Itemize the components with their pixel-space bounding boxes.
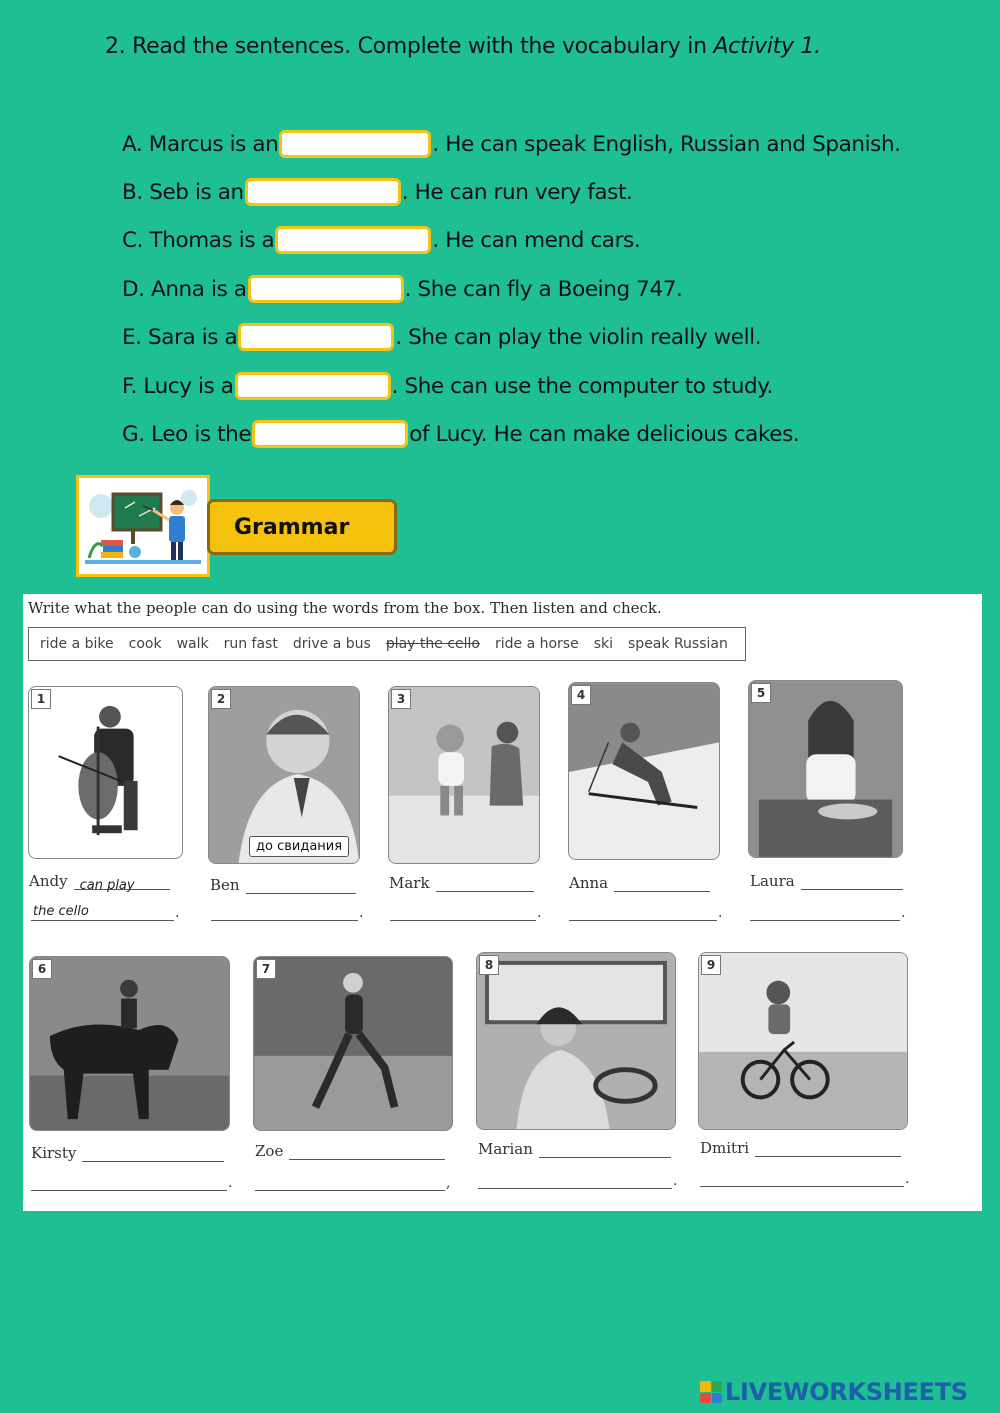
name-label: Zoe [255, 1142, 284, 1160]
photo-1-cellist [28, 686, 183, 859]
logo-icon [700, 1381, 722, 1403]
answer-text: can play [79, 878, 135, 893]
answer-line[interactable] [614, 877, 710, 892]
skier-icon [569, 683, 719, 859]
photo-4-skier [568, 682, 720, 860]
bus-driver-icon [477, 953, 675, 1129]
name-label: Dmitri [700, 1139, 750, 1157]
sentence-suffix: . He can run very fast. [401, 179, 633, 205]
sentence-prefix: A. Marcus is an [122, 131, 279, 157]
cello-player-icon [29, 687, 182, 858]
name-label: Ben [210, 876, 240, 894]
person-name-3 [389, 874, 534, 892]
sentence-suffix: . He can mend cars. [432, 227, 641, 253]
name-label: Kirsty [31, 1144, 77, 1162]
person-name-2 [210, 876, 356, 894]
word-item: ride a horse [494, 636, 579, 652]
answer-blank-d[interactable] [248, 275, 404, 303]
period: . [175, 905, 180, 921]
person-name-8 [478, 1140, 671, 1158]
photo-number: 3 [391, 689, 411, 709]
answer-blank-c[interactable] [275, 226, 431, 254]
teacher-illustration [76, 475, 210, 577]
grammar-button[interactable] [207, 499, 397, 555]
sentence-a [122, 127, 901, 161]
photo-5-cooking [748, 680, 903, 858]
person-name-6 [31, 1144, 224, 1162]
period: . [673, 1173, 678, 1189]
photo-number: 9 [701, 955, 721, 975]
child-walking-icon [389, 687, 539, 863]
answer-line-2[interactable] [390, 920, 536, 921]
sentence-prefix: C. Thomas is a [122, 227, 275, 253]
sentence-b [122, 175, 632, 209]
answer-line-2[interactable] [700, 1186, 904, 1187]
photo-number: 1 [31, 689, 51, 709]
answer-blank-b[interactable] [245, 178, 401, 206]
woman-cooking-icon [749, 681, 902, 857]
period: . [718, 905, 723, 921]
period: . [359, 905, 364, 921]
answer-line[interactable] [246, 879, 356, 894]
word-item: ski [593, 636, 614, 652]
period: . [228, 1175, 233, 1191]
person-name-5 [750, 872, 903, 890]
person-name-1 [29, 872, 170, 893]
person-name-9 [700, 1139, 901, 1157]
photo-number: 5 [751, 683, 771, 703]
photo-number: 7 [256, 959, 276, 979]
photo-2-man [208, 686, 360, 864]
sentence-suffix: . He can speak English, Russian and Spanish. [432, 131, 901, 157]
sentence-suffix: of Lucy. He can make delicious cakes. [409, 421, 800, 447]
sentence-f [122, 369, 773, 403]
period: . [537, 905, 542, 921]
teacher-at-board-icon [79, 478, 207, 574]
photo-number: 2 [211, 689, 231, 709]
logo-text: LIVEWORKSHEETS [725, 1378, 968, 1406]
textbook-exercise [23, 594, 982, 1211]
name-label: Andy [29, 872, 68, 890]
word-item: run fast [223, 636, 278, 652]
photo-7-runner [253, 956, 453, 1131]
activity-title [105, 34, 821, 59]
answer-line-2[interactable] [211, 920, 358, 921]
woman-running-icon [254, 957, 452, 1130]
answer-line[interactable] [539, 1143, 671, 1158]
sentence-suffix: . She can use the computer to study. [391, 373, 773, 399]
activity-reference: Activity 1. [713, 34, 821, 59]
photo-number: 4 [571, 685, 591, 705]
answer-blank-f[interactable] [235, 372, 391, 400]
answer-blank-a[interactable] [279, 130, 431, 158]
photo-number: 8 [479, 955, 499, 975]
answer-line[interactable] [74, 875, 170, 893]
answer-line-2[interactable] [478, 1188, 672, 1189]
answer-line[interactable] [82, 1147, 224, 1162]
answer-blank-e[interactable] [238, 323, 394, 351]
answer-line[interactable] [289, 1145, 445, 1160]
exercise-instruction: Write what the people can do using the words from the box. Then listen and check. [28, 599, 662, 617]
word-item: drive a bus [292, 636, 371, 652]
sentence-prefix: G. Leo is the [122, 421, 252, 447]
answer-line-2[interactable] [31, 920, 174, 921]
answer-line-2[interactable] [569, 920, 717, 921]
grammar-button-label: Grammar [234, 514, 350, 540]
answer-text-2: the cello [33, 904, 89, 919]
answer-blank-g[interactable] [252, 420, 408, 448]
liveworksheets-logo [700, 1378, 968, 1406]
name-label: Laura [750, 872, 795, 890]
word-item-used: play the cello [385, 636, 480, 652]
sentence-prefix: D. Anna is a [122, 276, 247, 302]
period: . [905, 1171, 910, 1187]
photo-3-toddler [388, 686, 540, 864]
name-label: Anna [569, 874, 609, 892]
sentence-c [122, 223, 640, 257]
sentence-d [122, 272, 682, 306]
photo-8-bus-driver [476, 952, 676, 1130]
period: , [446, 1175, 451, 1191]
word-item: ride a bike [40, 636, 114, 652]
period: . [901, 905, 906, 921]
name-label: Mark [389, 874, 430, 892]
sentence-suffix: . She can play the violin really well. [395, 324, 762, 350]
sentence-suffix: . She can fly a Boeing 747. [404, 276, 683, 302]
answer-line[interactable] [755, 1142, 901, 1157]
answer-line[interactable] [801, 875, 903, 890]
answer-line[interactable] [436, 877, 534, 892]
word-item: speak Russian [628, 636, 728, 652]
word-item: walk [176, 636, 209, 652]
sentence-prefix: F. Lucy is a [122, 373, 234, 399]
photo-6-horse [29, 956, 230, 1131]
word-item: cook [128, 636, 162, 652]
sentence-prefix: E. Sara is a [122, 324, 238, 350]
answer-line-2[interactable] [31, 1190, 227, 1191]
photo-number: 6 [32, 959, 52, 979]
sentence-e [122, 320, 761, 354]
answer-line-2[interactable] [750, 920, 900, 921]
name-label: Marian [478, 1140, 533, 1158]
person-name-4 [569, 874, 710, 892]
child-riding-bike-icon [699, 953, 907, 1129]
sentence-g [122, 417, 799, 451]
activity-title-text: 2. Read the sentences. Complete with the vocabulary in [105, 34, 714, 59]
speech-bubble: до свидания [249, 836, 349, 857]
sentence-prefix: B. Seb is an [122, 179, 244, 205]
word-box [28, 627, 746, 661]
answer-line-2[interactable] [255, 1190, 445, 1191]
horse-rider-icon [30, 957, 229, 1130]
person-name-7 [255, 1142, 445, 1160]
photo-9-bike [698, 952, 908, 1130]
